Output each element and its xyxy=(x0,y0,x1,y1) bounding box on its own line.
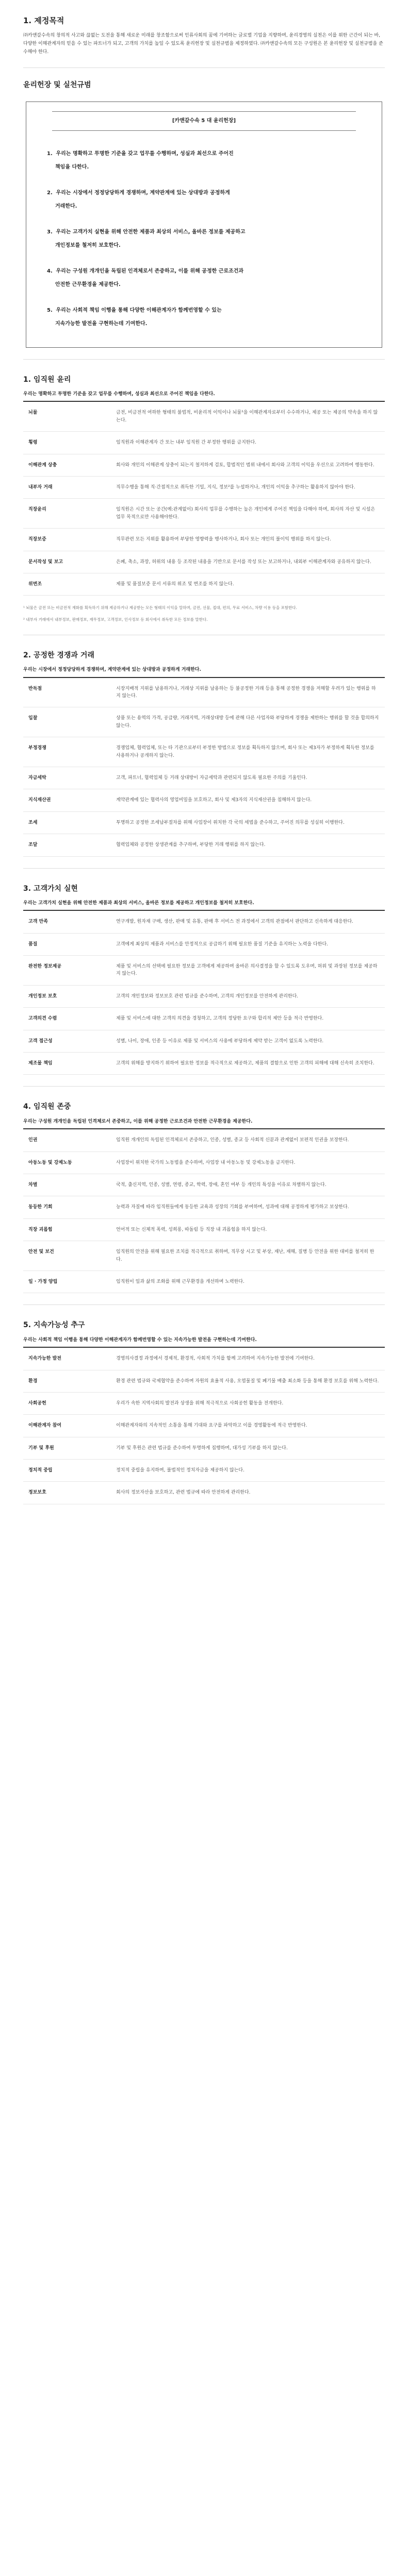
row-value: 투명하고 공정한 조세납부절차를 위해 사업장이 위치한 각 국의 세법을 준수하고, 주어진 의무를 성실히 이행한다. xyxy=(116,820,345,825)
row-key: 아동노동 및 강제노동 xyxy=(28,1160,72,1165)
charter-item-line2: 거래한다. xyxy=(55,203,77,209)
row-value: 회사와 개인의 이해관계 상충이 되는지 철저하게 검토, 합법적인 범위 내에서 회사와 고객의 이익을 우선으로 고려하여 행동한다. xyxy=(116,462,374,468)
row-value: 시장지배적 지위를 남용하거나, 거래상 지위를 남용하는 등 불공정한 거래 등을 통해 공정한 경쟁을 저해할 우려가 있는 행위를 하지 않는다. xyxy=(116,686,376,699)
row-key: 고객 만족 xyxy=(28,919,48,925)
charter-item xyxy=(37,219,371,259)
row-key: 입찰 xyxy=(28,716,38,721)
row-key: 환경 xyxy=(28,1378,38,1384)
row-key: 직장윤리 xyxy=(28,507,46,513)
row-key: 직장 괴롭힘 xyxy=(28,1227,53,1232)
row-key: 지식재산권 xyxy=(28,798,51,803)
table-row xyxy=(23,811,385,834)
table-row xyxy=(23,1270,385,1293)
row-key: 안전 및 보건 xyxy=(28,1249,54,1255)
table-row xyxy=(23,1482,385,1504)
charter-item-line2: 책임을 다한다. xyxy=(55,164,89,170)
table-row xyxy=(23,834,385,856)
table-row xyxy=(23,476,385,498)
row-key: 내부자 거래 xyxy=(28,484,53,490)
divider xyxy=(23,1304,385,1305)
row-value: 연구개발, 원자재 구매, 생산, 판매 및 유통, 판매 후 서비스 전 과정에서 고객의 관점에서 판단하고 신속하게 대응한다. xyxy=(116,919,354,925)
row-value: 임직원 개개인의 독립된 인격체로서 존중하고, 인종, 성별, 종교 등 사회적 신분과 관계없이 보편적 인권을 보장한다. xyxy=(116,1138,349,1143)
row-value: 사업장이 위치한 국가의 노동법을 준수하며, 사업장 내 아동노동 및 강제노동을 금지한다. xyxy=(116,1160,296,1165)
footnotes xyxy=(23,605,385,623)
charter-item xyxy=(37,141,371,180)
section-table xyxy=(23,1128,385,1293)
row-value: 언어적 또는 신체적 폭력, 성희롱, 따돌림 등 직장 내 괴롭힘을 하지 않는다. xyxy=(116,1227,267,1232)
table-row xyxy=(23,1053,385,1075)
table-row xyxy=(23,1129,385,1151)
row-value: 고객, 파트너, 협력업체 등 거래 상대방이 자금세탁과 관련되지 않도록 필요한 주의를 기울인다. xyxy=(116,775,307,781)
section-title: 1. 임직원 윤리 xyxy=(23,375,71,384)
row-value: 능력과 자질에 따라 임직원들에게 동등한 교육과 성장의 기회를 부여하며, 성과에 대해 공정하게 평가하고 보상한다. xyxy=(116,1205,349,1210)
row-value: 경쟁업체, 협력업체, 또는 타 기관으로부터 부정한 방법으로 정보를 획득하지 않으며, 회사 또는 제3자가 부정하게 획득한 정보를 사용하거나 공개하지 않는다. xyxy=(116,745,374,758)
section-lead: 우리는 구성원 개개인을 독립된 인격체로서 존중하고, 이를 위해 공정한 근로조건과 안전한 근무환경을 제공한다. xyxy=(23,1118,253,1124)
table-row xyxy=(23,737,385,767)
row-key: 동등한 기회 xyxy=(28,1205,53,1210)
row-value: 직무관련 모든 지위를 활용하여 부당한 영향력을 행사하거나, 회사 또는 개인의 불이익 행위를 하지 않는다. xyxy=(116,537,331,543)
section-1 xyxy=(23,374,385,623)
row-key: 제조물 책임 xyxy=(28,1061,53,1066)
row-value: 우리가 속한 지역사회의 발전과 상생을 위해 적극적으로 사회공헌 활동을 전개한다. xyxy=(116,1400,284,1406)
charter-box xyxy=(26,101,382,348)
charter-item xyxy=(37,259,371,298)
row-value: 임직원은 시간 또는 공간(예:관계없이) 회사의 업무를 수행하는 높은 개인에게 주어진 책임을 다해야 하며, 회사의 자산 및 시설은 업무 목적으로만 사용해야한다. xyxy=(116,507,376,520)
section-lead: 우리는 명확하고 투명한 기준을 갖고 업무를 수행하며, 성실과 최선으로 주어진 책임을 다한다. xyxy=(23,392,215,397)
section-lead: 우리는 고객가치 실현을 위해 안전한 제품과 최상의 서비스, 올바른 정보를 제공하고 개인정보를 철저히 보호한다. xyxy=(23,900,254,906)
section-title: 3. 고객가치 실현 xyxy=(23,884,78,893)
table-row xyxy=(23,767,385,789)
row-key: 품질 xyxy=(28,941,38,947)
charter-item-line2: 지속가능한 발전을 구현하는데 기여한다. xyxy=(55,320,148,327)
table-row xyxy=(23,454,385,476)
row-key: 이해관계 상충 xyxy=(28,462,57,468)
page-title: 1. 제정목적 xyxy=(23,16,64,25)
table-row xyxy=(23,529,385,551)
row-value: 성별, 나이, 장애, 인종 등 이유로 제품 및 서비스의 사용에 부당하게 제약 받는 고객이 없도록 노력한다. xyxy=(116,1038,324,1044)
divider xyxy=(23,67,385,68)
row-key: 문서작성 및 보고 xyxy=(28,559,63,565)
row-key: 뇌물 xyxy=(28,410,38,416)
table-row xyxy=(23,432,385,454)
row-key: 직장보증 xyxy=(28,537,46,543)
row-key: 부정경쟁 xyxy=(28,745,46,751)
row-key: 인권 xyxy=(28,1138,38,1143)
charter-item-number: 3. xyxy=(47,229,53,235)
charter-item-line2: 개인정보를 철저히 보호한다. xyxy=(55,242,121,248)
row-value: 기부 및 후원은 관련 법규를 준수하여 투명하게 집행하며, 대가성 기부를 하지 않는다. xyxy=(116,1445,288,1451)
row-key: 횡령 xyxy=(28,440,38,446)
row-key: 차별 xyxy=(28,1182,38,1188)
charter-item-line1: 우리는 명확하고 투명한 기준을 갖고 업무를 수행하며, 성실과 최선으로 주어진 xyxy=(56,150,234,157)
row-key: 일 · 가정 양립 xyxy=(28,1279,58,1284)
section-table xyxy=(23,401,385,596)
row-key: 정치적 중립 xyxy=(28,1468,53,1473)
row-key: 조세 xyxy=(28,820,38,825)
row-value: 임직원의 안전을 위해 필요한 조치를 적극적으로 취하며, 직무상 시고 및 부상, 재난, 재해, 질병 등 안전을 위한 대비를 철저히 한다. xyxy=(116,1249,374,1262)
row-value: 금전, 비금전적 여하한 형태의 불법적, 비윤리적 이익이나 뇌물¹을 이해관계자로부터 수수하거나, 제공 또는 제공의 약속을 하지 않는다. xyxy=(116,410,378,423)
row-key: 고객의견 수렴 xyxy=(28,1016,57,1022)
charter-item-number: 2. xyxy=(47,190,53,196)
row-value: 계약관계에 있는 협력사의 영업비밀을 보호하고, 회사 및 제3자의 지식재산권을 침해하지 않는다. xyxy=(116,798,312,803)
table-row xyxy=(23,707,385,737)
charter-item-line1: 우리는 고객가치 실현을 위해 안전한 제품과 최상의 서비스, 올바른 정보를 제공하고 xyxy=(56,229,246,235)
row-value: 환경 관련 법규와 국제협약을 준수하며 자원의 효율적 사용, 오염물질 및 폐기물 배출 최소화 등을 통해 환경 보호를 위해 노력한다. xyxy=(116,1378,379,1384)
row-key: 기부 및 후원 xyxy=(28,1445,54,1451)
charter-section-title: 윤리헌장 및 실천규범 xyxy=(23,81,91,90)
section-table xyxy=(23,910,385,1075)
divider xyxy=(23,359,385,360)
row-value: 회사의 정보자산을 보호하고, 관련 법규에 따라 안전하게 관리한다. xyxy=(116,1490,251,1496)
row-value: 국적, 출신지역, 인종, 성별, 연령, 종교, 학력, 장애, 혼인 여부 등 개인의 특성을 이유로 차별하지 않는다. xyxy=(116,1182,327,1188)
row-key: 고객 접근성 xyxy=(28,1038,53,1044)
row-value: 제품 및 품질보증 문서 서류의 위조 및 변조를 하지 않는다. xyxy=(116,581,234,587)
intro-text: ㈜카앤갈수속의 창의적 사고와 끊없는 도전을 통해 새로운 미래를 창조함으로써 인류사회의 꿈에 기여하는 글로벌 기업을 지향하며, 윤리경영의 실천은 이를 위한 근간이 되는 바, 다양한 이해관계자의 믿음 수 있는 파트너가 되고, 고객의 가치를 높일 수 있도록 윤리헌장 및 실천규범을 제정하였다. ㈜카앤갈수속의 모든 구성원은 본 윤리헌장 및 실천규범을 준수해야 한다. xyxy=(23,33,383,55)
table-row xyxy=(23,1460,385,1482)
table-row xyxy=(23,1030,385,1052)
table-row xyxy=(23,985,385,1007)
section-lead: 우리는 사회적 책임 이행을 통해 다양한 이해관계자가 함께번영할 수 있는 지속가능한 발전을 구현하는데 기여한다. xyxy=(23,1337,257,1343)
section-5 xyxy=(23,1319,385,1504)
charter-item-line2: 안전한 근무환경을 제공한다. xyxy=(55,281,121,287)
charter-title-wrap xyxy=(52,111,356,131)
table-row xyxy=(23,551,385,573)
charter-item-line1: 우리는 시장에서 정정당당하게 경쟁하며, 계약관계에 있는 상대방과 공정하게 xyxy=(56,190,230,196)
row-key: 자금세탁 xyxy=(28,775,46,781)
row-value: 고객의 개인정보와 정보보호 관련 법규를 준수하며, 고객의 개인정보를 안전하게 관리한다. xyxy=(116,993,299,999)
charter-item xyxy=(37,298,371,337)
charter-item-number: 4. xyxy=(47,268,53,274)
row-key: 정보보호 xyxy=(28,1490,46,1496)
row-value: 협력업체와 공정한 상생관계를 추구하며, 부당한 거래 행위를 하지 않는다. xyxy=(116,842,266,848)
row-value: 제품 및 서비스에 대한 고객의 의견을 경청하고, 고객의 정당한 요구와 합리적 제안 등을 적극 반영한다. xyxy=(116,1016,324,1022)
section-title: 2. 공정한 경쟁과 거래 xyxy=(23,651,94,659)
section-table xyxy=(23,677,385,857)
divider xyxy=(23,868,385,869)
charter-item xyxy=(37,180,371,219)
row-key: 반독점 xyxy=(28,686,42,691)
table-row xyxy=(23,1347,385,1370)
row-value: 직무수행을 통해 직·간접적으로 취득한 기밀, 지식, 정보²를 누설하거나, 개인의 이익을 추구하는 활용하지 않아야 한다. xyxy=(116,484,355,490)
section-4 xyxy=(23,1101,385,1293)
table-row xyxy=(23,1174,385,1196)
section-table xyxy=(23,1347,385,1504)
section-lead: 우리는 시장에서 정정당당하게 경쟁하며, 계약관계에 있는 상대방과 공정하게 거래한다. xyxy=(23,667,201,673)
table-row xyxy=(23,1392,385,1414)
table-row xyxy=(23,933,385,955)
row-value: 고객의 위해를 방지하기 위하여 필요한 정보를 적극적으로 제공하고, 제품의 결함으로 인한 고객의 피해에 대해 신속히 조치한다. xyxy=(116,1061,374,1066)
table-row xyxy=(23,677,385,707)
section-3 xyxy=(23,883,385,1075)
section-title: 4. 임직원 존중 xyxy=(23,1103,71,1111)
charter-items xyxy=(37,141,371,337)
row-value: 정치적 중립을 유지하며, 불법적인 정치자금을 제공하지 않는다. xyxy=(116,1468,244,1473)
table-row xyxy=(23,910,385,933)
charter-item-line1: 우리는 구성원 개개인을 독립된 인격체로서 존중하고, 이를 위해 공정한 근로조건과 xyxy=(56,268,244,274)
footnote: ² 내부자 거래에서 내부정보, 판매정보, 재무정보, 고객정보, 인사정보 등 회사에서 취득한 모든 정보를 말한다. xyxy=(23,617,208,622)
row-key: 개인정보 보호 xyxy=(28,993,57,999)
charter-title: [카앤갈수속 5 대 윤리헌장] xyxy=(172,117,236,124)
table-row xyxy=(23,1218,385,1241)
table-row xyxy=(23,1151,385,1174)
table-row xyxy=(23,956,385,986)
row-key: 이해관계자 참여 xyxy=(28,1423,61,1429)
intro-section xyxy=(23,14,385,56)
charter-item-number: 5. xyxy=(47,307,53,313)
row-value: 경영의사결정 과정에서 경제적, 환경적, 사회적 가치를 함께 고려하여 지속가능한 발전에 기여한다. xyxy=(116,1356,315,1362)
table-row xyxy=(23,1008,385,1030)
row-key: 위변조 xyxy=(28,581,42,587)
table-row xyxy=(23,1437,385,1459)
table-row xyxy=(23,401,385,431)
row-value: 고객에게 최상의 제품과 서비스를 안정적으로 공급하기 위해 필요한 품질 기준을 유지하는 노력을 다한다. xyxy=(116,941,329,947)
row-key: 완전한 정보제공 xyxy=(28,964,61,970)
row-value: 임직원이 일과 삶의 조화를 위해 근무환경을 개선하며 노력한다. xyxy=(116,1279,244,1284)
row-value: 은폐, 축소, 과장, 허위의 내용 등 조작된 내용을 기반으로 문서를 작성 또는 보고하거나, 내외부 이해관계자와 공유하지 않는다. xyxy=(116,559,371,565)
row-value: 제품 및 서비스의 선택에 필요한 정보를 고객에게 제공하며 올바른 의사결정을 할 수 있도록 도우며, 허위 및 과장된 정보를 제공하지 않는다. xyxy=(116,964,378,977)
table-row xyxy=(23,1415,385,1437)
section-title: 5. 지속가능성 추구 xyxy=(23,1321,85,1330)
charter-item-line1: 우리는 사회적 책임 이행을 통해 다양한 이해관계자가 함께번영할 수 있는 xyxy=(56,307,222,313)
table-row xyxy=(23,1241,385,1271)
row-key: 사회공헌 xyxy=(28,1400,46,1406)
row-value: 상품 또는 용역의 가격, 공급량, 거래지역, 거래상대방 등에 관해 다른 사업자와 부당하게 경쟁을 제한하는 행위를 할 것을 합의하지 않는다. xyxy=(116,716,379,728)
table-row xyxy=(23,789,385,811)
sections xyxy=(23,374,385,1504)
row-key: 조달 xyxy=(28,842,38,848)
table-row xyxy=(23,1370,385,1392)
row-key: 지속가능한 발전 xyxy=(28,1356,61,1362)
table-row xyxy=(23,573,385,595)
table-row xyxy=(23,1196,385,1218)
row-value: 이해관계자와의 지속적인 소통을 통해 기대와 요구를 파악하고 이를 경영활동에 적극 반영한다. xyxy=(116,1423,307,1429)
section-2 xyxy=(23,650,385,857)
charter-item-number: 1. xyxy=(47,150,53,157)
footnote: ¹ 뇌물은 금전 또는 비금전적 재화를 획득하기 위해 제공하거나 제공받는 모든 형태의 이익을 말하며, 금전, 선물, 접대, 편의, 무료 서비스, 차량 이용 등을 포함한다. xyxy=(23,605,297,611)
row-value: 임직원과 이해관계자 간 또는 내부 임직원 간 부정한 행위를 금지한다. xyxy=(116,440,257,446)
divider xyxy=(23,1086,385,1087)
table-row xyxy=(23,499,385,529)
